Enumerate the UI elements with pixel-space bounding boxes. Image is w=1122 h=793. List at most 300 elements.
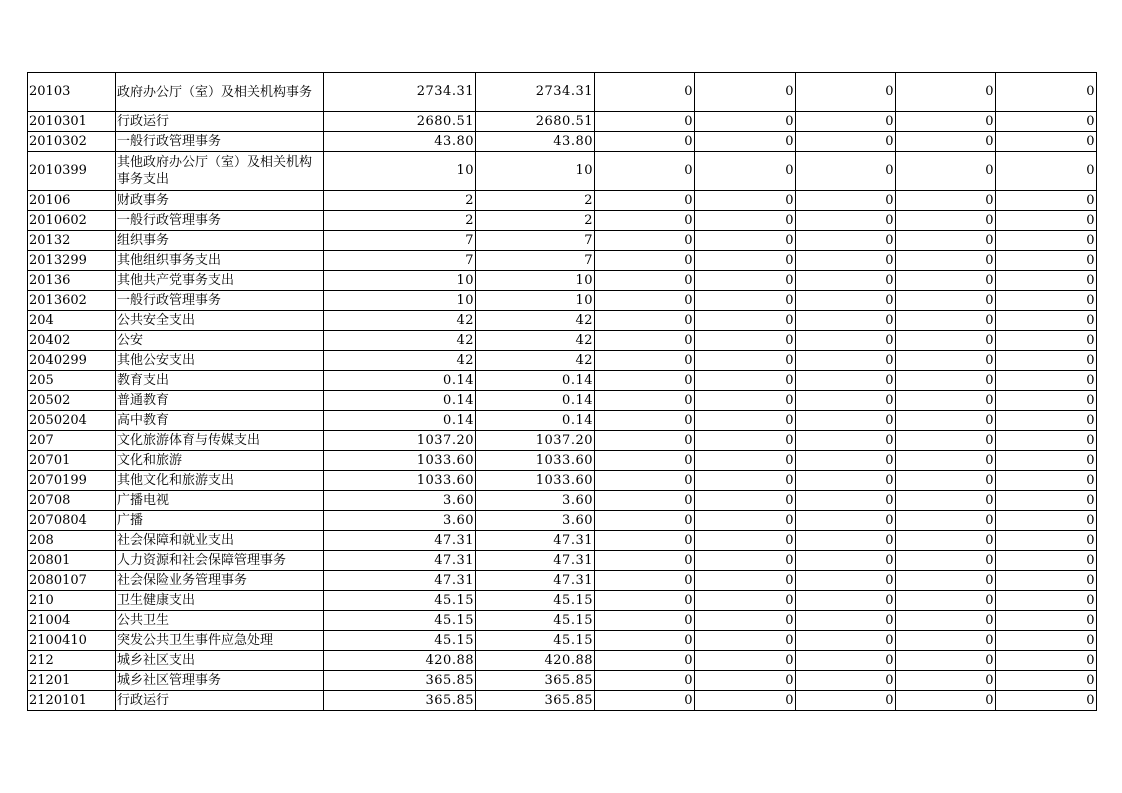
table-row: [28, 291, 1097, 311]
amount-cell-4: 0: [695, 152, 796, 191]
general-budget-cell: 42: [476, 351, 595, 371]
amount-cell-7: 0: [996, 511, 1097, 531]
amount-cell-6: 0: [896, 671, 996, 691]
general-budget-cell: 2680.51: [476, 112, 595, 132]
account-code-cell: 20701: [28, 451, 116, 471]
amount-cell-7: 0: [996, 132, 1097, 152]
general-budget-cell: 0.14: [476, 371, 595, 391]
amount-cell-4: 0: [695, 132, 796, 152]
total-amount-cell: 42: [324, 351, 476, 371]
amount-cell-4: 0: [695, 631, 796, 651]
total-amount-cell: 10: [324, 291, 476, 311]
amount-cell-6: 0: [896, 391, 996, 411]
account-code-cell: 2120101: [28, 691, 116, 711]
amount-cell-3: 0: [595, 251, 695, 271]
amount-cell-5: 0: [796, 191, 896, 211]
total-amount-cell: 47.31: [324, 551, 476, 571]
account-code-cell: 21004: [28, 611, 116, 631]
amount-cell-6: 0: [896, 231, 996, 251]
general-budget-cell: 365.85: [476, 691, 595, 711]
amount-cell-3: 0: [595, 551, 695, 571]
amount-cell-5: 0: [796, 671, 896, 691]
general-budget-cell: 47.31: [476, 551, 595, 571]
total-amount-cell: 0.14: [324, 391, 476, 411]
general-budget-cell: 0.14: [476, 411, 595, 431]
account-code-cell: 2040299: [28, 351, 116, 371]
account-name-cell: 社会保障和就业支出: [116, 531, 324, 551]
amount-cell-7: 0: [996, 611, 1097, 631]
amount-cell-3: 0: [595, 471, 695, 491]
account-code-cell: 2013602: [28, 291, 116, 311]
amount-cell-6: 0: [896, 251, 996, 271]
account-name-cell: 文化和旅游: [116, 451, 324, 471]
amount-cell-7: 0: [996, 431, 1097, 451]
account-code-cell: 210: [28, 591, 116, 611]
total-amount-cell: 420.88: [324, 651, 476, 671]
table-row: [28, 231, 1097, 251]
table-row: [28, 551, 1097, 571]
account-name-cell: 社会保险业务管理事务: [116, 571, 324, 591]
amount-cell-3: 0: [595, 311, 695, 331]
amount-cell-4: 0: [695, 651, 796, 671]
amount-cell-3: 0: [595, 191, 695, 211]
amount-cell-3: 0: [595, 691, 695, 711]
account-name-cell: 公安: [116, 331, 324, 351]
general-budget-cell: 420.88: [476, 651, 595, 671]
table-row: [28, 271, 1097, 291]
amount-cell-7: 0: [996, 671, 1097, 691]
amount-cell-6: 0: [896, 311, 996, 331]
amount-cell-5: 0: [796, 211, 896, 231]
amount-cell-6: 0: [896, 631, 996, 651]
amount-cell-4: 0: [695, 571, 796, 591]
account-code-cell: 208: [28, 531, 116, 551]
amount-cell-4: 0: [695, 491, 796, 511]
amount-cell-4: 0: [695, 351, 796, 371]
amount-cell-4: 0: [695, 591, 796, 611]
amount-cell-5: 0: [796, 691, 896, 711]
amount-cell-3: 0: [595, 73, 695, 112]
amount-cell-5: 0: [796, 291, 896, 311]
table-row: [28, 671, 1097, 691]
amount-cell-7: 0: [996, 631, 1097, 651]
account-name-cell: 普通教育: [116, 391, 324, 411]
amount-cell-7: 0: [996, 291, 1097, 311]
amount-cell-4: 0: [695, 291, 796, 311]
account-code-cell: 21201: [28, 671, 116, 691]
amount-cell-6: 0: [896, 371, 996, 391]
amount-cell-5: 0: [796, 651, 896, 671]
table-row: [28, 571, 1097, 591]
amount-cell-3: 0: [595, 351, 695, 371]
amount-cell-4: 0: [695, 391, 796, 411]
general-budget-cell: 2: [476, 211, 595, 231]
amount-cell-4: 0: [695, 531, 796, 551]
amount-cell-7: 0: [996, 571, 1097, 591]
general-budget-cell: 10: [476, 271, 595, 291]
amount-cell-7: 0: [996, 411, 1097, 431]
amount-cell-3: 0: [595, 651, 695, 671]
amount-cell-3: 0: [595, 271, 695, 291]
table-row: [28, 411, 1097, 431]
amount-cell-7: 0: [996, 651, 1097, 671]
budget-table: [27, 72, 1097, 711]
account-code-cell: 2070804: [28, 511, 116, 531]
amount-cell-7: 0: [996, 271, 1097, 291]
account-name-cell: 其他公安支出: [116, 351, 324, 371]
amount-cell-3: 0: [595, 631, 695, 651]
amount-cell-3: 0: [595, 411, 695, 431]
account-code-cell: 20801: [28, 551, 116, 571]
amount-cell-4: 0: [695, 551, 796, 571]
total-amount-cell: 47.31: [324, 571, 476, 591]
amount-cell-5: 0: [796, 631, 896, 651]
general-budget-cell: 7: [476, 231, 595, 251]
amount-cell-5: 0: [796, 471, 896, 491]
general-budget-cell: 42: [476, 331, 595, 351]
amount-cell-4: 0: [695, 691, 796, 711]
amount-cell-5: 0: [796, 371, 896, 391]
amount-cell-7: 0: [996, 152, 1097, 191]
general-budget-cell: 45.15: [476, 631, 595, 651]
amount-cell-7: 0: [996, 251, 1097, 271]
account-name-cell: 其他文化和旅游支出: [116, 471, 324, 491]
amount-cell-6: 0: [896, 431, 996, 451]
amount-cell-3: 0: [595, 511, 695, 531]
account-name-cell: 高中教育: [116, 411, 324, 431]
general-budget-cell: 10: [476, 152, 595, 191]
account-name-cell: 城乡社区支出: [116, 651, 324, 671]
amount-cell-7: 0: [996, 191, 1097, 211]
amount-cell-6: 0: [896, 132, 996, 152]
amount-cell-4: 0: [695, 311, 796, 331]
amount-cell-6: 0: [896, 491, 996, 511]
amount-cell-5: 0: [796, 152, 896, 191]
general-budget-cell: 1033.60: [476, 451, 595, 471]
amount-cell-5: 0: [796, 431, 896, 451]
amount-cell-4: 0: [695, 73, 796, 112]
table-row: [28, 471, 1097, 491]
account-name-cell: 行政运行: [116, 112, 324, 132]
amount-cell-6: 0: [896, 291, 996, 311]
general-budget-cell: 365.85: [476, 671, 595, 691]
account-name-cell: 其他政府办公厅（室）及相关机构事务支出: [116, 152, 324, 191]
total-amount-cell: 0.14: [324, 411, 476, 431]
amount-cell-6: 0: [896, 571, 996, 591]
table-row: [28, 251, 1097, 271]
amount-cell-6: 0: [896, 471, 996, 491]
amount-cell-4: 0: [695, 211, 796, 231]
total-amount-cell: 45.15: [324, 631, 476, 651]
table-row: [28, 491, 1097, 511]
amount-cell-6: 0: [896, 112, 996, 132]
table-row: [28, 351, 1097, 371]
account-name-cell: 人力资源和社会保障管理事务: [116, 551, 324, 571]
amount-cell-6: 0: [896, 331, 996, 351]
amount-cell-3: 0: [595, 112, 695, 132]
amount-cell-7: 0: [996, 112, 1097, 132]
amount-cell-6: 0: [896, 691, 996, 711]
general-budget-cell: 2734.31: [476, 73, 595, 112]
amount-cell-6: 0: [896, 211, 996, 231]
amount-cell-3: 0: [595, 591, 695, 611]
amount-cell-5: 0: [796, 331, 896, 351]
total-amount-cell: 10: [324, 152, 476, 191]
general-budget-cell: 2: [476, 191, 595, 211]
total-amount-cell: 47.31: [324, 531, 476, 551]
amount-cell-5: 0: [796, 491, 896, 511]
account-code-cell: 212: [28, 651, 116, 671]
table-row: [28, 391, 1097, 411]
account-name-cell: 其他组织事务支出: [116, 251, 324, 271]
account-name-cell: 广播电视: [116, 491, 324, 511]
total-amount-cell: 1033.60: [324, 471, 476, 491]
amount-cell-3: 0: [595, 431, 695, 451]
general-budget-cell: 1037.20: [476, 431, 595, 451]
amount-cell-7: 0: [996, 551, 1097, 571]
general-budget-cell: 3.60: [476, 491, 595, 511]
account-name-cell: 组织事务: [116, 231, 324, 251]
table-body: [28, 73, 1097, 711]
general-budget-cell: 47.31: [476, 571, 595, 591]
amount-cell-4: 0: [695, 251, 796, 271]
account-code-cell: 20708: [28, 491, 116, 511]
amount-cell-3: 0: [595, 371, 695, 391]
amount-cell-7: 0: [996, 311, 1097, 331]
amount-cell-5: 0: [796, 73, 896, 112]
account-code-cell: 20502: [28, 391, 116, 411]
amount-cell-3: 0: [595, 331, 695, 351]
general-budget-cell: 45.15: [476, 591, 595, 611]
account-code-cell: 2010399: [28, 152, 116, 191]
account-code-cell: 2010302: [28, 132, 116, 152]
table-row: [28, 331, 1097, 351]
total-amount-cell: 10: [324, 271, 476, 291]
account-code-cell: 2100410: [28, 631, 116, 651]
amount-cell-5: 0: [796, 451, 896, 471]
amount-cell-7: 0: [996, 471, 1097, 491]
amount-cell-5: 0: [796, 132, 896, 152]
account-code-cell: 204: [28, 311, 116, 331]
total-amount-cell: 365.85: [324, 691, 476, 711]
amount-cell-4: 0: [695, 611, 796, 631]
table-row: [28, 591, 1097, 611]
account-code-cell: 20103: [28, 73, 116, 112]
table-row: [28, 152, 1097, 191]
amount-cell-4: 0: [695, 271, 796, 291]
account-code-cell: 20132: [28, 231, 116, 251]
amount-cell-3: 0: [595, 291, 695, 311]
amount-cell-6: 0: [896, 511, 996, 531]
account-name-cell: 公共卫生: [116, 611, 324, 631]
table-row: [28, 651, 1097, 671]
general-budget-cell: 7: [476, 251, 595, 271]
table-row: [28, 631, 1097, 651]
amount-cell-6: 0: [896, 191, 996, 211]
amount-cell-5: 0: [796, 551, 896, 571]
general-budget-cell: 0.14: [476, 391, 595, 411]
account-code-cell: 2013299: [28, 251, 116, 271]
general-budget-cell: 10: [476, 291, 595, 311]
amount-cell-4: 0: [695, 331, 796, 351]
amount-cell-4: 0: [695, 411, 796, 431]
amount-cell-4: 0: [695, 451, 796, 471]
amount-cell-4: 0: [695, 231, 796, 251]
account-name-cell: 城乡社区管理事务: [116, 671, 324, 691]
amount-cell-3: 0: [595, 491, 695, 511]
amount-cell-6: 0: [896, 271, 996, 291]
amount-cell-6: 0: [896, 651, 996, 671]
total-amount-cell: 42: [324, 311, 476, 331]
amount-cell-3: 0: [595, 391, 695, 411]
total-amount-cell: 1037.20: [324, 431, 476, 451]
table-row: [28, 371, 1097, 391]
total-amount-cell: 3.60: [324, 491, 476, 511]
amount-cell-4: 0: [695, 511, 796, 531]
table-row: [28, 132, 1097, 152]
amount-cell-5: 0: [796, 351, 896, 371]
amount-cell-4: 0: [695, 471, 796, 491]
account-name-cell: 卫生健康支出: [116, 591, 324, 611]
amount-cell-5: 0: [796, 231, 896, 251]
amount-cell-5: 0: [796, 311, 896, 331]
table-row: [28, 311, 1097, 331]
general-budget-cell: 42: [476, 311, 595, 331]
account-code-cell: 205: [28, 371, 116, 391]
table-row: [28, 73, 1097, 112]
amount-cell-3: 0: [595, 152, 695, 191]
total-amount-cell: 7: [324, 231, 476, 251]
amount-cell-5: 0: [796, 251, 896, 271]
account-name-cell: 一般行政管理事务: [116, 211, 324, 231]
account-code-cell: 20402: [28, 331, 116, 351]
account-name-cell: 一般行政管理事务: [116, 132, 324, 152]
account-name-cell: 政府办公厅（室）及相关机构事务: [116, 73, 324, 112]
amount-cell-7: 0: [996, 73, 1097, 112]
account-name-cell: 广播: [116, 511, 324, 531]
amount-cell-7: 0: [996, 591, 1097, 611]
account-name-cell: 公共安全支出: [116, 311, 324, 331]
total-amount-cell: 3.60: [324, 511, 476, 531]
amount-cell-3: 0: [595, 571, 695, 591]
account-code-cell: 2010602: [28, 211, 116, 231]
account-name-cell: 突发公共卫生事件应急处理: [116, 631, 324, 651]
amount-cell-3: 0: [595, 231, 695, 251]
amount-cell-5: 0: [796, 511, 896, 531]
table-row: [28, 691, 1097, 711]
amount-cell-4: 0: [695, 671, 796, 691]
total-amount-cell: 42: [324, 331, 476, 351]
account-name-cell: 行政运行: [116, 691, 324, 711]
amount-cell-3: 0: [595, 451, 695, 471]
amount-cell-7: 0: [996, 491, 1097, 511]
amount-cell-7: 0: [996, 231, 1097, 251]
amount-cell-7: 0: [996, 371, 1097, 391]
total-amount-cell: 365.85: [324, 671, 476, 691]
amount-cell-6: 0: [896, 531, 996, 551]
amount-cell-7: 0: [996, 531, 1097, 551]
total-amount-cell: 2734.31: [324, 73, 476, 112]
total-amount-cell: 45.15: [324, 591, 476, 611]
account-code-cell: 2050204: [28, 411, 116, 431]
general-budget-cell: 47.31: [476, 531, 595, 551]
account-code-cell: 20136: [28, 271, 116, 291]
table-row: [28, 451, 1097, 471]
table-row: [28, 112, 1097, 132]
amount-cell-4: 0: [695, 371, 796, 391]
account-name-cell: 文化旅游体育与传媒支出: [116, 431, 324, 451]
amount-cell-6: 0: [896, 152, 996, 191]
general-budget-cell: 43.80: [476, 132, 595, 152]
amount-cell-5: 0: [796, 112, 896, 132]
account-code-cell: 2010301: [28, 112, 116, 132]
table-row: [28, 611, 1097, 631]
total-amount-cell: 1033.60: [324, 451, 476, 471]
amount-cell-5: 0: [796, 591, 896, 611]
amount-cell-5: 0: [796, 391, 896, 411]
table-row: [28, 511, 1097, 531]
table-row: [28, 191, 1097, 211]
amount-cell-5: 0: [796, 571, 896, 591]
amount-cell-4: 0: [695, 112, 796, 132]
general-budget-cell: 3.60: [476, 511, 595, 531]
amount-cell-3: 0: [595, 611, 695, 631]
account-name-cell: 财政事务: [116, 191, 324, 211]
general-budget-cell: 45.15: [476, 611, 595, 631]
total-amount-cell: 7: [324, 251, 476, 271]
amount-cell-7: 0: [996, 691, 1097, 711]
amount-cell-7: 0: [996, 391, 1097, 411]
amount-cell-5: 0: [796, 531, 896, 551]
amount-cell-7: 0: [996, 351, 1097, 371]
account-name-cell: 一般行政管理事务: [116, 291, 324, 311]
amount-cell-5: 0: [796, 271, 896, 291]
table-row: [28, 531, 1097, 551]
table-row: [28, 211, 1097, 231]
amount-cell-4: 0: [695, 191, 796, 211]
table-row: [28, 431, 1097, 451]
account-name-cell: 其他共产党事务支出: [116, 271, 324, 291]
total-amount-cell: 2: [324, 191, 476, 211]
account-code-cell: 2080107: [28, 571, 116, 591]
total-amount-cell: 2: [324, 211, 476, 231]
account-code-cell: 207: [28, 431, 116, 451]
amount-cell-3: 0: [595, 671, 695, 691]
general-budget-cell: 1033.60: [476, 471, 595, 491]
amount-cell-4: 0: [695, 431, 796, 451]
amount-cell-6: 0: [896, 451, 996, 471]
amount-cell-6: 0: [896, 73, 996, 112]
amount-cell-6: 0: [896, 591, 996, 611]
amount-cell-7: 0: [996, 451, 1097, 471]
total-amount-cell: 2680.51: [324, 112, 476, 132]
amount-cell-5: 0: [796, 611, 896, 631]
amount-cell-7: 0: [996, 211, 1097, 231]
amount-cell-6: 0: [896, 551, 996, 571]
account-code-cell: 2070199: [28, 471, 116, 491]
account-name-cell: 教育支出: [116, 371, 324, 391]
amount-cell-6: 0: [896, 611, 996, 631]
amount-cell-5: 0: [796, 411, 896, 431]
amount-cell-6: 0: [896, 411, 996, 431]
total-amount-cell: 45.15: [324, 611, 476, 631]
total-amount-cell: 0.14: [324, 371, 476, 391]
amount-cell-7: 0: [996, 331, 1097, 351]
account-code-cell: 20106: [28, 191, 116, 211]
amount-cell-3: 0: [595, 531, 695, 551]
amount-cell-6: 0: [896, 351, 996, 371]
amount-cell-3: 0: [595, 132, 695, 152]
